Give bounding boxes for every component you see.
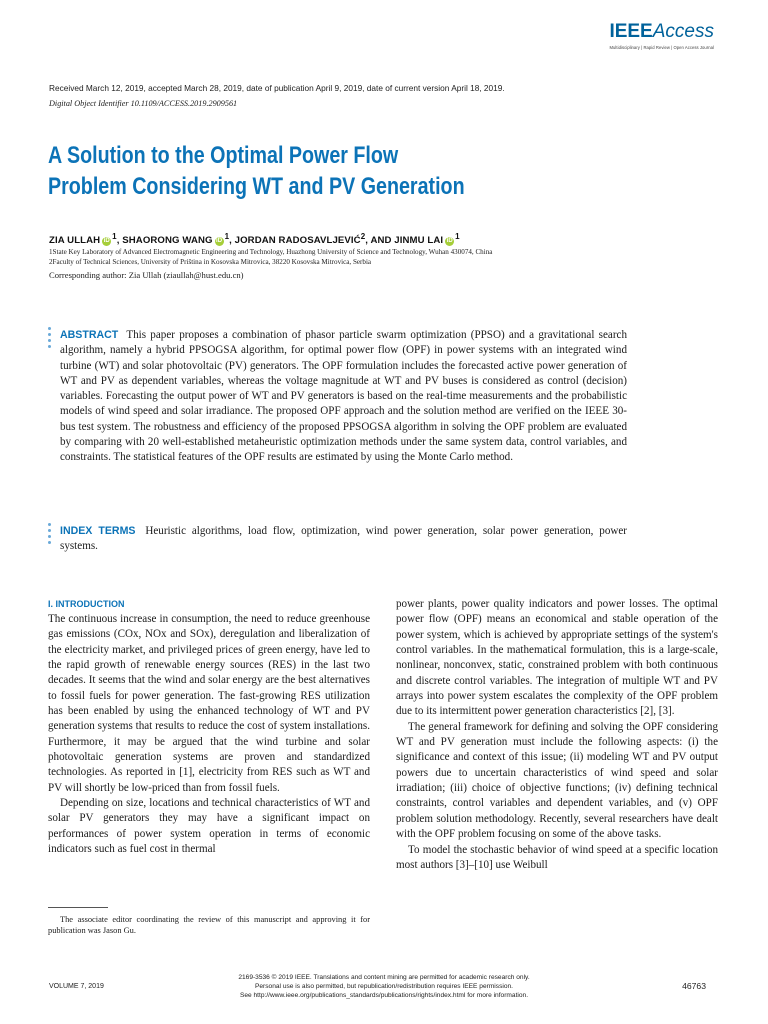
logo-tagline: Multidisciplinary | Rapid Review | Open Access Journal xyxy=(609,45,714,50)
author-name: SHAORONG WANG xyxy=(122,235,213,247)
author-list xyxy=(49,232,460,246)
abstract-text: This paper proposes a combination of phasor particle swarm optimization (PPSO) and a gravitational search algorithm, namely a hybrid PPSOGSA algorithm, for optimal power flow (OPF) in power systems with an integrated wind turbine (WT) and solar photovoltaic (PV) generators. The OPF formulation includes the forecasted active power generation of WT and PV as dependent variables, whereas the voltage magnitude at WT and PV buses is considered as control (decision) variables. Forecasting the output power of WT and PV generators is based on the real-time measurements and the probabilistic models of wind speed and solar irradiance. The proposed OPF approach and the solution method are verified on the IEEE 30-bus test system. The robustness and efficiency of the proposed PPSOGSA algorithm in solving the OPF problem are evaluated by comparing with 20 well-established metaheuristic optimization methods under the same system data, control variables, and constraints. The statistical features of the OPF results are estimated by using the Monte Carlo method. xyxy=(60,329,628,464)
received-dates: Received March 12, 2019, accepted March 28, 2019, date of publication April 9, 2019, date of current version April 18, 2019. xyxy=(49,83,505,93)
author-separator: , xyxy=(229,235,235,247)
index-terms-marker-dots xyxy=(48,523,51,547)
author-affil-sup: 1 xyxy=(224,232,230,241)
author-name: JINMU LAI xyxy=(394,235,444,247)
author-separator: , AND xyxy=(365,235,395,247)
left-column xyxy=(48,598,370,858)
author-affil-sup: 2 xyxy=(360,232,366,241)
editor-footnote: The associate editor coordinating the review of this manuscript and approving it for publication was Jason Gu. xyxy=(48,915,370,935)
orcid-icon[interactable]: iD xyxy=(103,238,110,245)
abstract-label: ABSTRACT xyxy=(60,329,119,341)
author-name: ZIA ULLAH xyxy=(49,235,101,247)
journal-logo xyxy=(609,22,714,50)
affiliation-1: 1State Key Laboratory of Advanced Electromagnetic Engineering and Technology, Huazhong University of Science and Technology, Wuhan 430074, China xyxy=(49,248,493,256)
affiliation-2: 2Faculty of Technical Sciences, University of Priština in Kosovska Mitrovica, 38220 Kosovska Mitrovica, Serbia xyxy=(49,258,372,266)
footnote-rule xyxy=(48,907,108,908)
page-number: 46763 xyxy=(682,981,706,991)
corresponding-author: Corresponding author: Zia Ullah (ziaullah@hust.edu.cn) xyxy=(49,270,244,280)
section-heading: I. INTRODUCTION xyxy=(48,599,125,609)
title-line-1: A Solution to the Optimal Power Flow xyxy=(48,142,399,169)
copyright-notice xyxy=(180,973,588,1000)
abstract-marker-dots xyxy=(48,327,51,351)
copyright-line-3: See http://www.ieee.org/publications_standards/publications/rights/index.html for more information. xyxy=(239,992,529,999)
copyright-line-1: 2169-3536 © 2019 IEEE. Translations and content mining are permitted for academic research only. xyxy=(238,974,530,981)
paragraph: The continuous increase in consumption, the need to reduce greenhouse gas emissions (COx, NOx and SOx), deregulation and liberalization of the electricity market, and privileged prices of green energy, have led to the rapid growth of renewable energy sources (RES) in the last two decades. It seems that the wind and solar energy are the best alternatives to fossil fuels for power generation. The fast-growing RES utilization has been enabled by using the enhanced technology of WT and PV generation systems that results to reduce the cost of system installations. Furthermore, it may be argued that the wind turbine and solar photovoltaic generation systems are proven and standardized technologies. As reported in [1], electricity from RES such as WT and PV will shortly be low-priced than from fossil fuels. xyxy=(48,613,370,794)
volume-label: VOLUME 7, 2019 xyxy=(49,983,104,990)
paragraph: power plants, power quality indicators and power losses. The optimal power flow (OPF) means an economical and stable operation of the power system, which is achieved by appropriate settings of the system's control variables. In the mathematical formulation, this is a large-scale, nonlinear, nonconvex, static, constrained problem with both continuous and discrete control variables. The integration of multiple WT and PV arrays into power system escalates the complexity of the OPF problem due to its intermittent power generation characteristics [2], [3]. xyxy=(396,598,718,718)
orcid-icon[interactable]: iD xyxy=(215,238,223,245)
orcid-icon[interactable]: iD xyxy=(446,238,453,245)
abstract xyxy=(60,328,627,466)
paragraph: To model the stochastic behavior of wind speed at a specific location most authors [3]–[10] use Weibull xyxy=(396,843,718,871)
author-name: JORDAN RADOSAVLJEVIĆ xyxy=(234,235,361,247)
doi: Digital Object Identifier 10.1109/ACCESS.2019.2909561 xyxy=(49,99,238,108)
index-terms-label: INDEX TERMS xyxy=(60,525,136,537)
author-affil-sup: 1 xyxy=(455,232,460,241)
paragraph: The general framework for defining and solving the OPF considering WT and PV generation must include the following aspects: (i) the significance and context of this issue; (ii) modeling WT and PV output powers due to uncertain characteristics of wind speed and solar irradiation; (iii) choice of objective functions; (iv) defining technical constraints, control variables and dependent variables, and (v) OPF problem solution methodology. Recently, several researchers have dealt with the OPF problem focusing on some of the above tasks. xyxy=(396,720,718,841)
index-terms-text: Heuristic algorithms, load flow, optimization, wind power generation, solar power generation, power systems. xyxy=(60,525,628,553)
index-terms xyxy=(60,524,627,555)
right-column xyxy=(396,597,718,873)
author-affil-sup: 1 xyxy=(112,232,117,241)
paragraph: Depending on size, locations and technical characteristics of WT and solar PV generators they may have a significant impact on performances of power system operation in terms of economic indicators such as fuel cost in thermal xyxy=(48,797,370,856)
title-line-2: Problem Considering WT and PV Generation xyxy=(48,173,465,200)
paper-title xyxy=(48,140,540,202)
logo-ieee-text: IEEE xyxy=(609,21,653,42)
logo-access-text: Access xyxy=(652,21,714,42)
author-separator: , xyxy=(116,235,123,247)
copyright-line-2: Personal use is also permitted, but republication/redistribution requires IEEE permission. xyxy=(254,983,514,990)
